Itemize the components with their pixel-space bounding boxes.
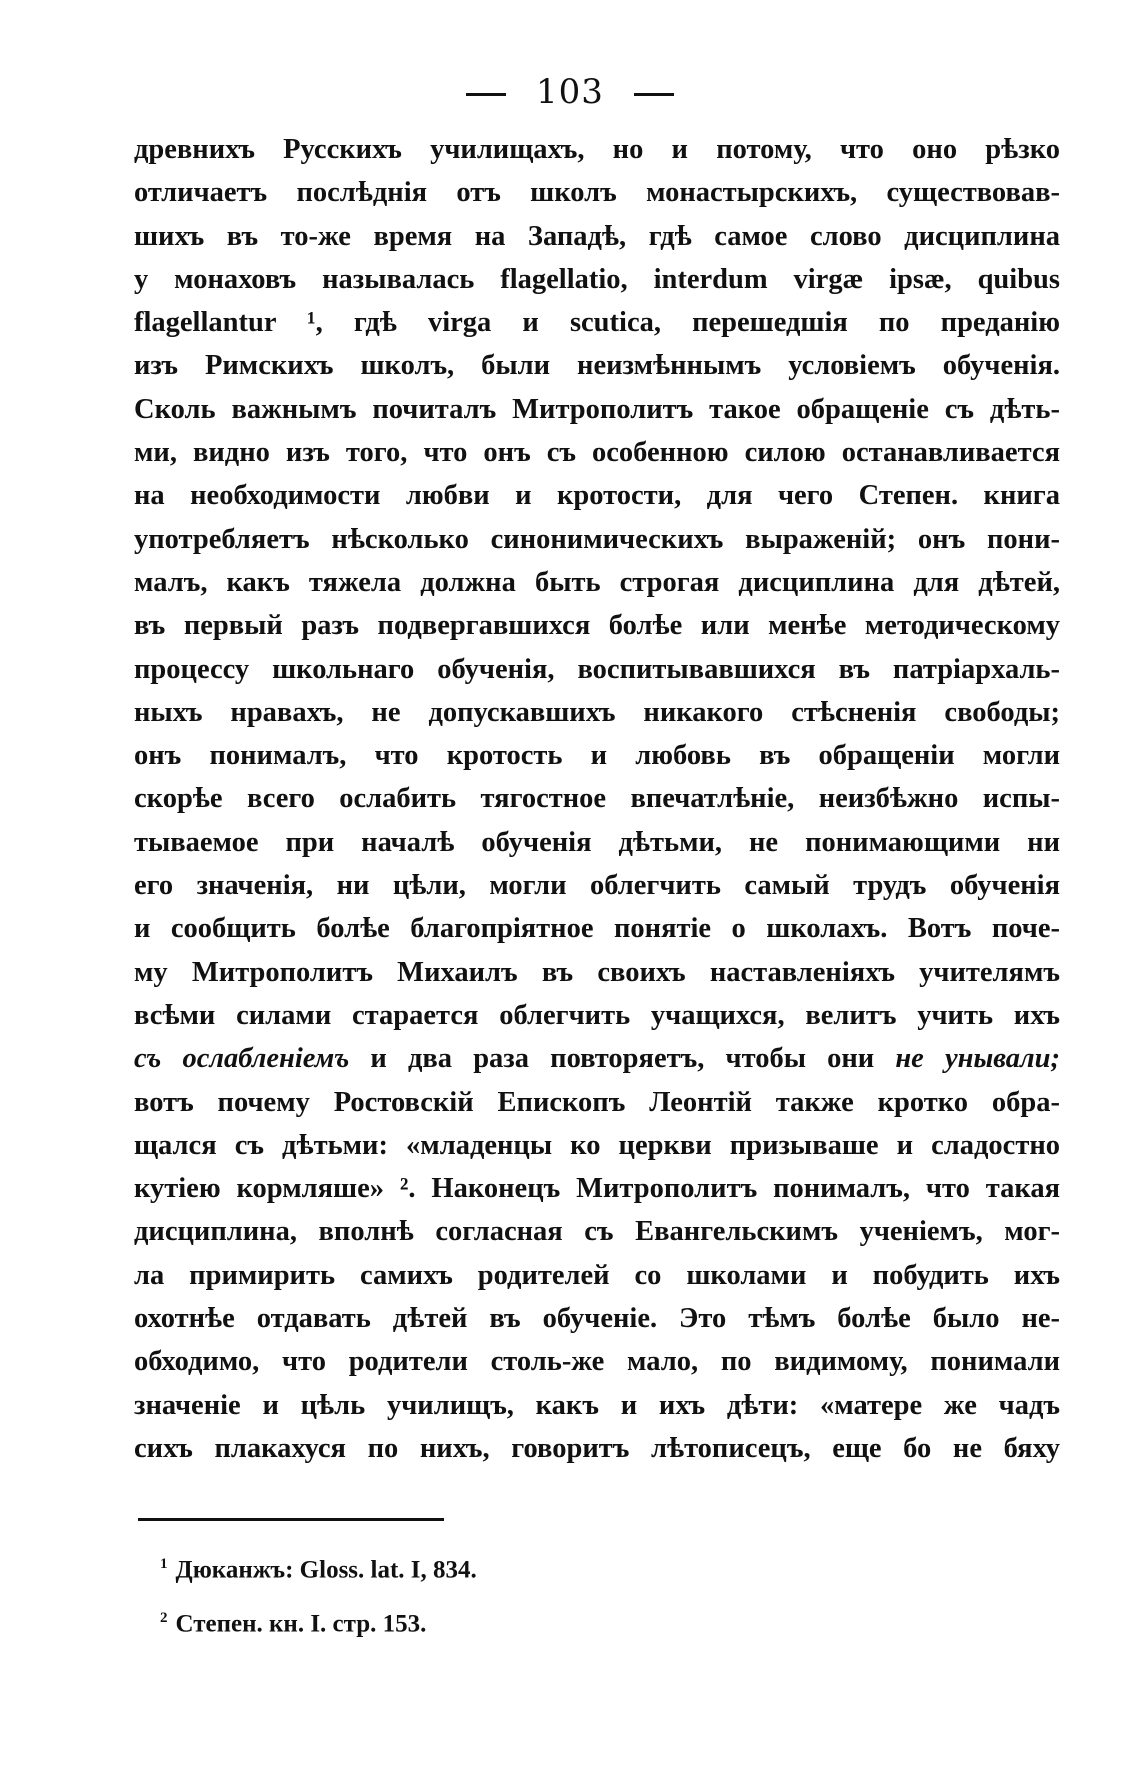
page-header [0,72,1140,112]
text-line: Сколь важнымъ почиталъ Митрополитъ такое обращеніе съ дѣть- [134,393,1060,425]
main-text [134,128,1060,1470]
text-line: на необходимости любви и кротости, для чего Степен. книга [134,480,1060,512]
text-line: сихъ плакахуся по нихъ, говоритъ лѣтописецъ, еще бо не бяху [134,1432,1060,1464]
italic-phrase: съ ослабленіемъ [134,1043,350,1075]
text-line: дисциплина, вполнѣ согласная съ Евангельскимъ ученіемъ, мог- [134,1216,1060,1248]
text-line: ми, видно изъ того, что онъ съ особенною силою останавливается [134,437,1060,469]
text-line: flagellantur ¹, гдѣ virga и scutica, перешедшія по преданію [134,307,1060,339]
footnote-text: Дюканжъ: Gloss. lat. I, 834. [175,1556,477,1584]
text-line: процессу школьнаго обученія, воспитывавшихся въ патріархаль- [134,653,1060,685]
header-dash-left [466,93,506,96]
text-line: значеніе и цѣль училищъ, какъ и ихъ дѣти: «матере же чадъ [134,1389,1060,1421]
text-line: отличаетъ послѣднія отъ школъ монастырскихъ, существовав- [134,177,1060,209]
text-line: шихъ въ то-же время на Западѣ, гдѣ самое слово дисциплина [134,220,1060,252]
footnote-divider [138,1518,444,1521]
text-line: его значенія, ни цѣли, могли облегчить самый трудъ обученія [134,870,1060,902]
header-dash-right [634,93,674,96]
text-line: употребляетъ нѣсколько синонимическихъ выраженій; онъ пони- [134,523,1060,555]
text-line: кутіею кормляше» ². Наконецъ Митрополитъ понималъ, что такая [134,1173,1060,1205]
text-line: въ первый разъ подвергавшихся болѣе или менѣе методическому [134,610,1060,642]
text-line: малъ, какъ тяжела должна быть строгая дисциплина для дѣтей, [134,566,1060,598]
footnote-mark: 2 [160,1610,168,1627]
text-line: и сообщить болѣе благопріятное понятіе о школахъ. Вотъ поче- [134,913,1060,945]
text-line: ныхъ нравахъ, не допускавшихъ никакого стѣсненія свободы; [134,696,1060,728]
text-line: скорѣе всего ослабить тягостное впечатлѣніе, неизбѣжно испы- [134,783,1060,815]
text-line: всѣми силами старается облегчить учащихся, велитъ учить ихъ [134,999,1060,1031]
text-line: щался съ дѣтьми: «младенцы ко церкви призываше и сладостно [134,1129,1060,1161]
footnotes [160,1540,860,1649]
text-line: древнихъ Русскихъ училищахъ, но и потому, что оно рѣзко [134,134,1060,165]
text-line: у монаховъ называлась flagellatio, interdum virgæ ipsæ, quibus [134,263,1060,295]
text-line: му Митрополитъ Михаилъ въ своихъ наставленіяхъ учителямъ [134,956,1060,988]
text-line: охотнѣе отдавать дѣтей въ обученіе. Это тѣмъ болѣе было не- [134,1303,1060,1335]
text-line: изъ Римскихъ школъ, были неизмѣннымъ условіемъ обученія. [134,350,1060,382]
footnote-text: Степен. кн. I. стр. 153. [175,1610,427,1638]
text-line: онъ понималъ, что кротость и любовь въ обращеніи могли [134,740,1060,772]
text-line-mixed [134,1037,1060,1080]
text-line: вотъ почему Ростовскій Епископъ Леонтій также кротко обра- [134,1086,1060,1118]
text-segment: и два раза повторяетъ, чтобы они [349,1043,896,1075]
text-line: ла примирить самихъ родителей со школами и побудить ихъ [134,1259,1060,1291]
footnote-mark: 1 [160,1556,168,1572]
text-line: обходимо, что родители столь-же мало, по видимому, понимали [134,1346,1060,1378]
footnote [160,1594,860,1648]
footnote [160,1540,860,1594]
text-line: тываемое при началѣ обученія дѣтьми, не понимающими ни [134,826,1060,858]
italic-phrase: не унывали; [895,1043,1060,1075]
page-number: 103 [536,72,604,112]
